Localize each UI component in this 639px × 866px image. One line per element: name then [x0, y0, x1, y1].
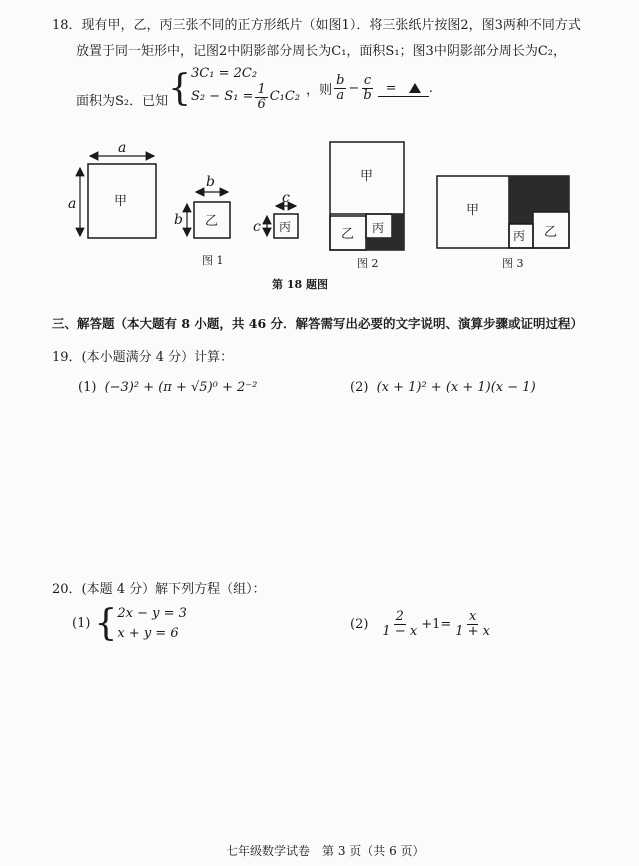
q18-f1-den: a	[336, 88, 345, 104]
q18-f2-den: b	[363, 88, 372, 104]
q18-condition	[76, 66, 433, 111]
q18-answer-blank	[378, 81, 429, 97]
q18-line3-pre: 面积为S₂．已知	[76, 94, 169, 110]
q20-p1-label: (1)	[72, 616, 91, 631]
q18-figures	[0, 136, 639, 296]
fig1-square-bing	[253, 190, 298, 238]
q18-eq2-den: 6	[257, 96, 266, 112]
q18-frac-b-a	[334, 74, 346, 102]
q19-part1	[78, 380, 257, 395]
q18-f1-num: b	[336, 73, 345, 89]
q20-title: 20．(本题 4 分）解下列方程（组）：	[52, 582, 266, 597]
q20-p2-label: (2)	[350, 616, 369, 632]
section3-heading: 三、解答题（本大题有 8 小题，共 46 分．解答需写出必要的文字说明、演算步骤或证明过程）	[52, 316, 584, 331]
q20-system	[117, 604, 187, 643]
q18-system-brace: {	[168, 67, 192, 109]
fig1-label-b-left: b	[174, 212, 183, 228]
fig1-square-yi	[174, 174, 230, 238]
fig2-bing: 丙	[372, 221, 385, 235]
q18-eq1: 3C₁ = 2C₂	[191, 66, 258, 81]
fig1-label-b-top: b	[206, 174, 215, 190]
q18-minus: −	[348, 81, 360, 97]
fig3-bing: 丙	[513, 229, 526, 243]
q18-eq2-num: 1	[257, 81, 266, 97]
fig1-label-a-left: a	[68, 196, 77, 212]
fig1-yi: 乙	[205, 214, 219, 229]
q19-p1-label: (1)	[78, 380, 97, 395]
fig1-label-c-top: c	[282, 190, 290, 206]
q19-part2	[350, 380, 536, 395]
triangle-icon	[409, 83, 421, 93]
q19-p2-expr: (x + 1)² + (x + 1)(x − 1)	[376, 380, 536, 395]
fig3-jia: 甲	[466, 203, 480, 218]
page-footer: 七年级数学试卷 第 3 页（共 6 页）	[226, 844, 425, 858]
fig2	[330, 142, 404, 250]
q20-p2-fraction2	[453, 610, 492, 638]
q20-p2-mid: +1=	[421, 616, 452, 632]
fig1-square-jia	[68, 140, 156, 238]
q18-then: ，则	[306, 83, 333, 99]
q18-system	[191, 66, 300, 111]
q18-line1: 18．现有甲，乙，丙三张不同的正方形纸片（如图1）．将三张纸片按图2，图3两种不同方式	[52, 18, 581, 33]
fig3-caption: 图 3	[502, 257, 524, 270]
q18-frac-c-b	[361, 74, 373, 102]
q20-p1-eq1: 2x − y = 3	[117, 606, 187, 621]
fig2-caption: 图 2	[357, 257, 379, 270]
q19-title: 19．(本小题满分 4 分）计算：	[52, 350, 234, 365]
fig1-bing: 丙	[279, 220, 292, 234]
fig1-caption: 图 1	[202, 254, 224, 267]
q20-part2	[350, 610, 494, 638]
fig1-jia: 甲	[114, 194, 128, 209]
fig3-yi: 乙	[544, 225, 558, 240]
fig2-jia: 甲	[360, 169, 374, 184]
q20-p1-eq2: x + y = 6	[117, 625, 179, 641]
q18-eq2-fraction	[255, 83, 267, 111]
q20-p2-f1-den: 1 − x	[382, 623, 418, 639]
fig1-label-c-left: c	[253, 219, 261, 235]
q18-line2: 放置于同一矩形中，记图2中阴影部分周长为C₁，面积S₁；图3中阴影部分周长为C₂，	[76, 44, 566, 59]
q18-end: .	[428, 81, 433, 97]
q18-f2-num: c	[363, 73, 372, 89]
q20-p2-fraction1	[380, 610, 419, 638]
q20-p2-f1-num: 2	[395, 609, 404, 624]
fig1-label-a-top: a	[118, 140, 127, 156]
q19-p1-expr: (−3)² + (π + √5)⁰ + 2⁻²	[104, 380, 258, 395]
q20-system-brace: {	[94, 602, 118, 644]
q19-p2-label: (2)	[350, 380, 369, 395]
q18-eq2	[191, 83, 300, 111]
q20-p2-f2-num: x	[468, 609, 477, 624]
q20-part1	[72, 604, 187, 643]
q18-eq2-right: C₁C₂	[269, 88, 301, 104]
q18-eq2-left: S₂ − S₁ =	[191, 88, 254, 104]
figure-caption: 第 18 题图	[272, 278, 328, 291]
q20-p2-f2-den: 1 + x	[455, 623, 491, 639]
fig2-yi: 乙	[341, 227, 355, 242]
fig3	[437, 176, 569, 248]
q18-equals: =	[385, 80, 397, 96]
